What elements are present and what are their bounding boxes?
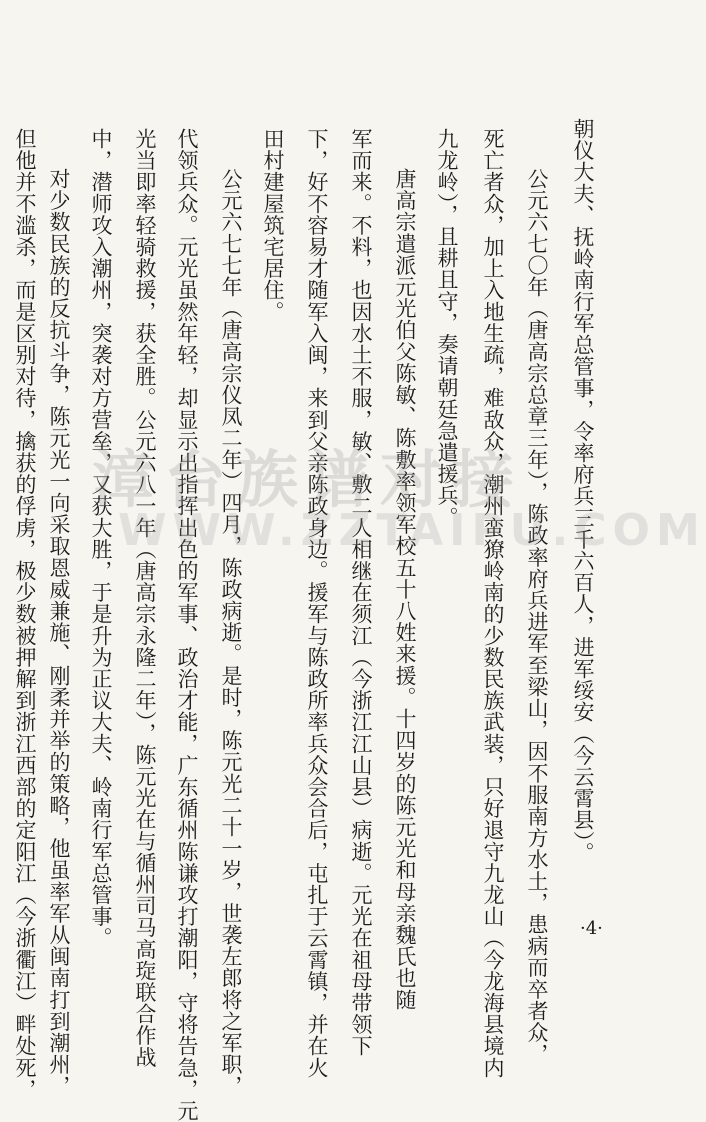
text-column-6: 军而来。不料，也因水土不服，敏、敷二人相继在须江（今浙江江山县）病逝。元光在祖母带领下 [349, 128, 373, 1057]
text-column-7: 下，好不容易才随军入闽，来到父亲陈政身边。援军与陈政所率兵众会合后，屯扎于云霄镇，并在火 [305, 128, 329, 1079]
watermark-url: WWW.ZZTAIPU.COM [118, 505, 706, 556]
text-column-10: 代领兵众。元光虽然年轻，却显示出指挥出色的军事、政治才能，广东循州陈谦攻打潮阳，守将告急，元 [175, 128, 199, 1122]
text-column-13: 对少数民族的反抗斗争，陈元光一向采取恩威兼施、刚柔并举的策略，他虽率军从闽南打到潮州， [47, 168, 71, 1097]
text-column-5: 唐高宗遣派元光伯父陈敏、陈敷率领军校五十八姓来援。十四岁的陈元光和母亲魏氏也随 [393, 168, 417, 1011]
page-number: ·4· [580, 918, 603, 939]
text-column-11: 光当即率轻骑救援，获全胜。公元六八一年（唐高宗永隆二年），陈元光在与循州司马高琁联合作战 [133, 128, 157, 1068]
text-column-14: 但他并不滥杀，而是区别对待，擒获的俘虏，极少数被押解到浙江西部的定阳江（今浙衢江）畔处死， [13, 128, 37, 1100]
text-column-4: 九龙岭），且耕且守，奏请朝廷急遣援兵。 [435, 128, 459, 528]
text-column-9: 公元六七七年（唐高宗仪凤二年）四月，陈政病逝。是时，陈元光二十一岁，世袭左郎将之军职， [219, 168, 243, 1097]
text-column-1: 朝仪大夫、抚岭南行军总管事，令率府兵三千六百人，进军绥安（今云霄县）。 [571, 118, 595, 864]
text-column-2: 公元六七〇年（唐高宗总章三年），陈政率府兵进军至梁山，因不服南方水土，患病而卒者众， [525, 168, 549, 1065]
text-column-3: 死亡者众，加上入地生疏，难敌众，潮州蛮獠岭南的少数民族武装，只好退守九龙山（今龙海县境内 [481, 128, 505, 1079]
text-column-8: 田村建屋筑宅居住。 [261, 128, 285, 323]
watermark-text: 漳台族谱对接 [92, 443, 525, 516]
text-column-12: 中，潜师攻入潮州，突袭对方营垒，又获大胜，于是升为正议大夫、岭南行军总管事。 [89, 128, 113, 949]
